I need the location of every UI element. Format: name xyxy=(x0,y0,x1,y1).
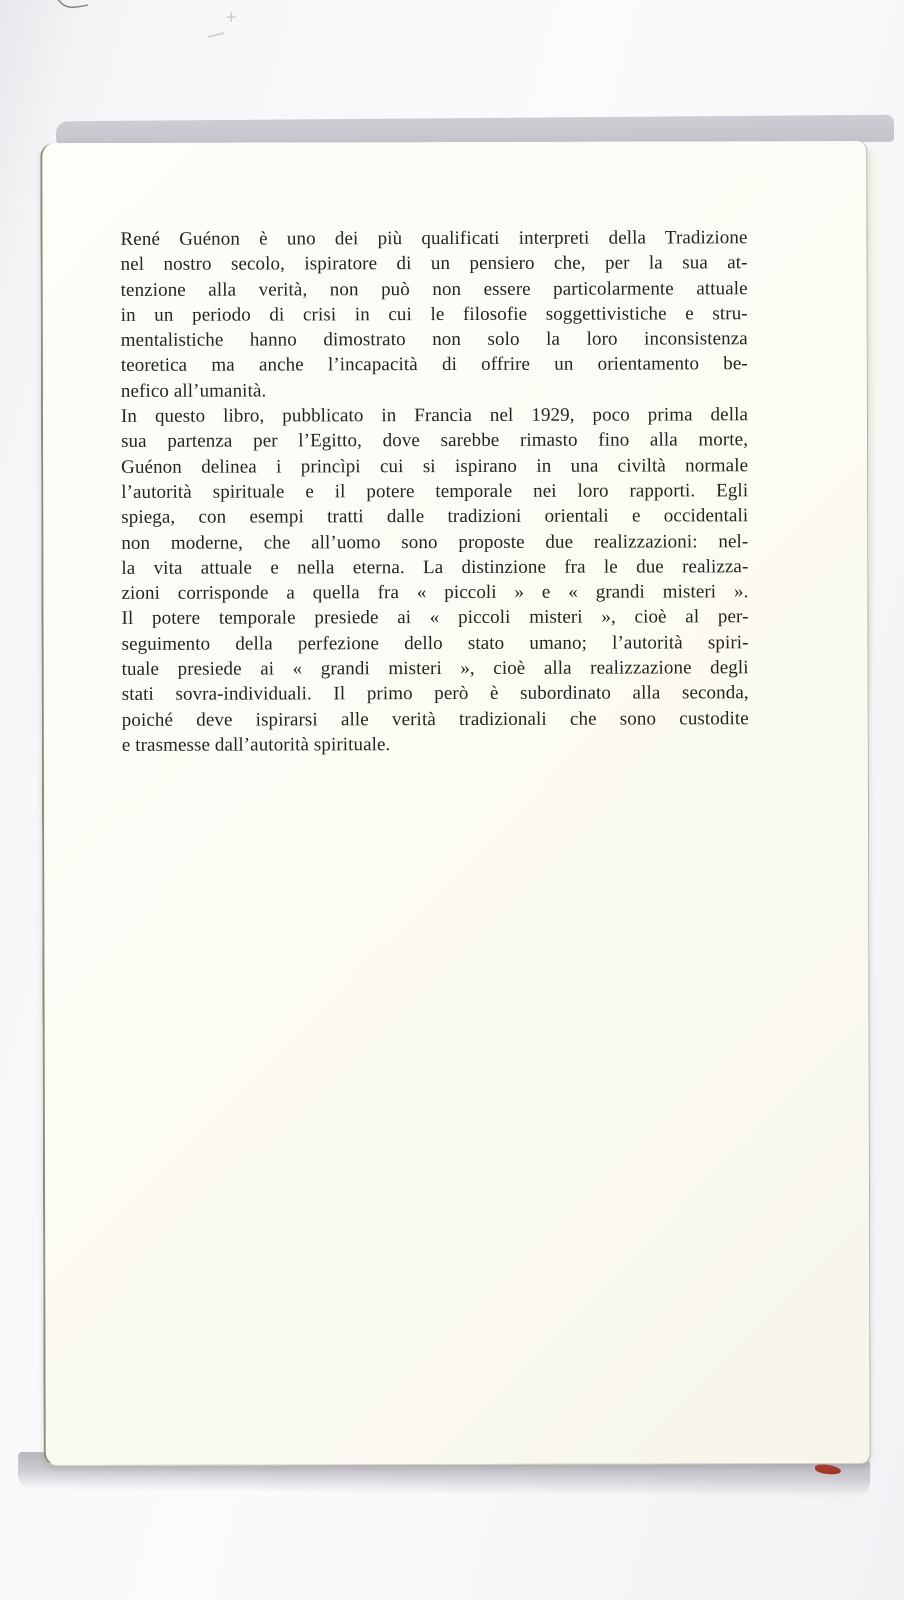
paragraph xyxy=(120,225,747,404)
text-line: spiega, con esempi tratti dalle tradizioni orientali e occidentali xyxy=(121,505,749,529)
text-line: la vita attuale e nella eterna. La distinzione fra le due realizza- xyxy=(121,556,749,579)
text-line: poiché deve ispirarsi alle verità tradizionali che sono custodite xyxy=(121,707,749,731)
text-line: zioni corrisponde a quella fra « piccoli » e « grandi misteri ». xyxy=(121,581,749,605)
text-line: stati sovra-individuali. Il primo però è subordinato alla seconda, xyxy=(121,682,749,706)
book-page xyxy=(40,141,870,1466)
text-line: nel nostro secolo, ispiratore di un pensiero che, per la sua at- xyxy=(120,252,748,276)
text-line: mentalistiche hanno dimostrato non solo la loro inconsistenza xyxy=(120,328,748,352)
scratch-mark-icon xyxy=(55,0,89,12)
text-line: sua partenza per l’Egitto, dove sarebbe rimasto fino alla morte, xyxy=(121,429,749,453)
plus-mark-icon: + xyxy=(225,8,238,26)
text-line: l’autorità spirituale e il potere temporale nei loro rapporti. Egli xyxy=(121,480,749,503)
text-line: Il potere temporale presiede ai « piccoli misteri », cioè al per- xyxy=(121,606,749,630)
text-line: e trasmesse dall’autorità spirituale. xyxy=(121,734,391,756)
text-line: in un periodo di crisi in cui le filosofie soggettivistiche e stru- xyxy=(120,303,748,326)
paragraph xyxy=(121,402,749,758)
text-line: Guénon delinea i princìpi cui si ispirano in una civiltà normale xyxy=(121,454,749,478)
book-fore-edge xyxy=(867,150,884,710)
dash-mark-icon xyxy=(208,32,224,38)
blurb-text xyxy=(120,225,748,758)
text-line: teoretica ma anche l’incapacità di offrire un orientamento be- xyxy=(120,353,748,377)
text-line: In questo libro, pubblicato in Francia nel 1929, poco prima della xyxy=(120,404,749,427)
text-line: nefico all’umanità. xyxy=(120,380,267,402)
text-line: tuale presiede ai « grandi misteri », cioè alla realizzazione degli xyxy=(121,657,749,680)
text-line: tenzione alla verità, non può non essere particolarmente attuale xyxy=(120,277,748,301)
text-line: René Guénon è uno dei più qualificati interpreti della Tradizione xyxy=(120,227,748,250)
text-line: non moderne, che all’uomo sono proposte due realizzazioni: nel- xyxy=(121,530,749,554)
text-line: seguimento della perfezione dello stato umano; l’autorità spiri- xyxy=(121,631,749,655)
